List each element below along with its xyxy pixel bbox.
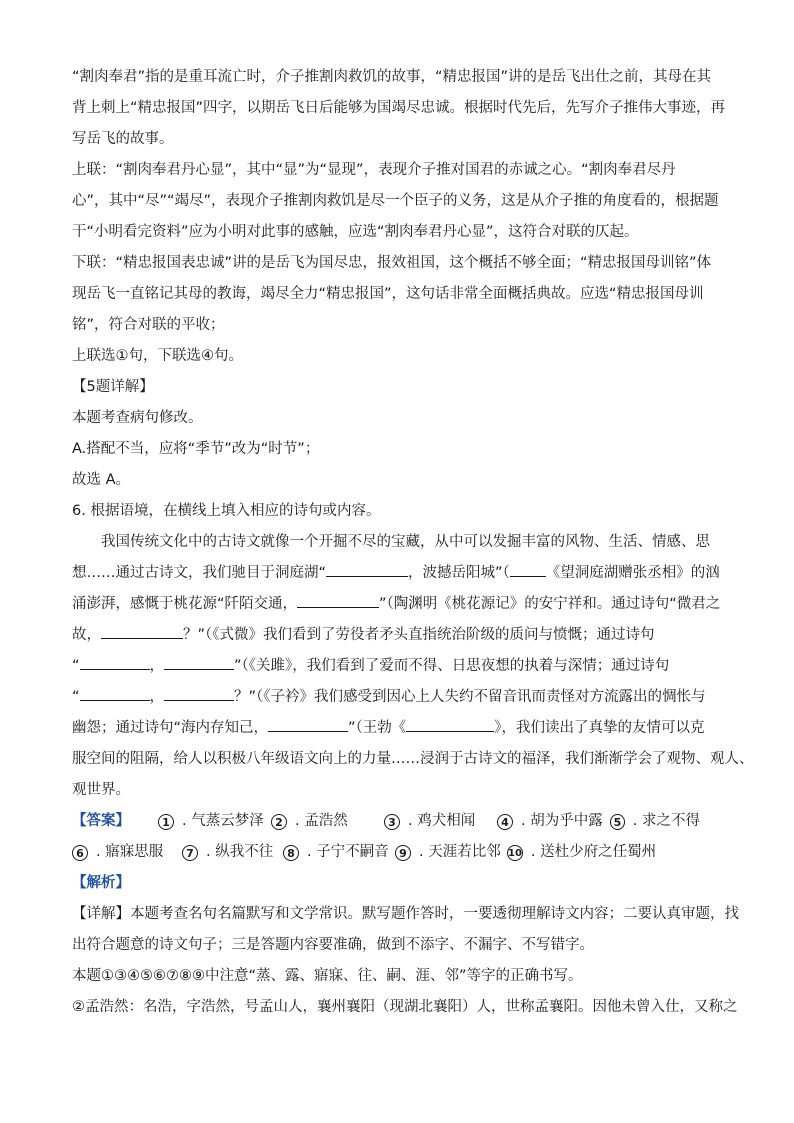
analysis-label: 【解析】 xyxy=(72,875,130,891)
document-page xyxy=(72,62,754,1023)
passage-text: 我国传统文化中的古诗文就像一个开掘不尽的宝藏，从中可以发掘丰富的风物、生活、情感、思 xyxy=(101,534,710,550)
circled-number: 7 xyxy=(182,845,198,861)
answer-blank xyxy=(80,684,150,701)
q5-line: A.搭配不当，应将“季节”改为“时节”； xyxy=(72,441,320,457)
passage-text: ”（陶渊明《桃花源记》的安宁祥和。通过诗句“微君之 xyxy=(379,596,721,612)
answer-text: . 气蒸云梦泽 xyxy=(182,813,264,829)
answer-text: . 寤寐思服 xyxy=(96,844,164,860)
passage-text: ？”（《子衿》我们感受到因心上人失约不留音讯而责怪对方流露出的惆怅与 xyxy=(234,689,706,705)
answer-text: . 纵我不往 xyxy=(206,844,274,860)
answer-blank xyxy=(297,591,379,608)
q6-passage-line xyxy=(72,620,722,651)
passage-text: 幽怨；通过诗句“海内存知己， xyxy=(72,720,269,736)
answer-text: . 鸡犬相闻 xyxy=(408,813,476,829)
circled-number: 4 xyxy=(497,814,513,830)
circled-number: 6 xyxy=(72,845,88,861)
passage-text: ”（王勃《 xyxy=(348,720,407,736)
circled-number: 1 xyxy=(158,814,174,830)
answer-item xyxy=(158,806,271,837)
q5-heading: 【5题详解】 xyxy=(72,379,154,395)
circled-number: 9 xyxy=(395,845,411,861)
q6-passage-line xyxy=(72,651,722,682)
shanglian-line: 心”，其中“尽”“竭尽”，表现介子推割肉救饥是尽一个臣子的义务，这是从介子推的角度看的，根据题 xyxy=(72,193,719,209)
q6-passage-line xyxy=(72,682,722,713)
answer-item xyxy=(507,837,657,868)
q5-line: 故选 A。 xyxy=(72,472,131,488)
passage-text: ， xyxy=(149,689,165,705)
shanglian-line: 上联：“割肉奉君丹心显”，其中“显”为“显现”，表现介子推对国君的赤诚之心。“割肉奉君尽丹 xyxy=(72,162,676,178)
q6-passage-line xyxy=(72,527,722,558)
q6-passage-line xyxy=(72,558,722,589)
passage-text: ”（《关雎》，我们看到了爱而不得、日思夜想的执着与深情；通过诗句 xyxy=(234,658,670,674)
answer-blank xyxy=(510,560,546,577)
answer-blank xyxy=(406,715,494,732)
answer-blank xyxy=(80,653,150,670)
q6-passage-line xyxy=(72,744,754,775)
xialian-line: 下联：“精忠报国表忠诚”讲的是岳飞为国尽忠，报效祖国，这个概括不够全面；“精忠报国母训铭”体 xyxy=(72,255,712,271)
answer-item xyxy=(283,837,395,868)
answer-item xyxy=(610,806,700,837)
answer-item xyxy=(384,806,497,837)
answer-item xyxy=(182,837,283,868)
passage-text: 想……通过古诗文，我们驰目于洞庭湖“ xyxy=(72,565,327,581)
circled-number: 2 xyxy=(271,814,287,830)
answer-item xyxy=(395,837,507,868)
answer-item xyxy=(497,806,610,837)
passage-text: ， xyxy=(149,658,165,674)
answer-blank xyxy=(164,684,234,701)
paragraph-line: 写岳飞的故事。 xyxy=(72,131,174,147)
answer-label: 【答案】 xyxy=(72,813,130,829)
answer-text: . 孟浩然 xyxy=(295,813,348,829)
passage-text: “ xyxy=(72,658,80,674)
answer-text: . 送杜少府之任蜀州 xyxy=(530,844,657,860)
answer-blank xyxy=(164,653,234,670)
answer-text: . 胡为乎中露 xyxy=(521,813,603,829)
q6-passage-line xyxy=(72,775,722,806)
analysis-line: ②孟浩然：名浩，字浩然，号孟山人，襄州襄阳（现湖北襄阳）人，世称孟襄阳。因他未曾入仕，又称之 xyxy=(72,999,738,1015)
q6-passage-line xyxy=(72,713,722,744)
paragraph-line: 背上刺上“精忠报国”四字，以期岳飞日后能够为国竭尽忠诚。根据时代先后，先写介子推伟大事迹，再 xyxy=(72,100,726,116)
circled-number: 10 xyxy=(507,845,523,861)
passage-text: 服空间的阻隔，给人以积极八年级语文向上的力量……浸润于古诗文的福泽，我们渐渐学会了观物、观人、 xyxy=(72,751,754,767)
xialian-line: 铭”，符合对联的平收； xyxy=(72,317,225,333)
answer-row xyxy=(72,806,722,837)
q6-title: 6. 根据语境，在横线上填入相应的诗句或内容。 xyxy=(72,503,381,519)
answer-blank xyxy=(326,560,408,577)
passage-text: ？”（《式微》我们看到了劳役者矛头直指统治阶级的质问与愤慨；通过诗句 xyxy=(183,627,655,643)
answer-item xyxy=(72,837,182,868)
answer-text: . 子宁不嗣音 xyxy=(307,844,389,860)
circled-number: 8 xyxy=(283,845,299,861)
answer-text: . 求之不得 xyxy=(632,813,700,829)
analysis-line: 出符合题意的诗文句子；三是答题内容要准确，做到不添字、不漏字、不写错字。 xyxy=(72,937,594,953)
passage-text: 故， xyxy=(72,627,101,643)
answer-blank xyxy=(268,715,348,732)
analysis-line: 本题①③④⑤⑥⑦⑧⑨中注意“蒸、露、寤寐、往、嗣、涯、邻”等字的正确书写。 xyxy=(72,968,583,984)
circled-number: 5 xyxy=(610,814,625,830)
passage-text: 》，我们读出了真挚的友情可以克 xyxy=(494,720,705,736)
passage-text: ，波撼岳阳城”（ xyxy=(408,565,510,581)
answer-blank xyxy=(101,622,183,639)
answer-text: . 天涯若比邻 xyxy=(419,844,501,860)
shanglian-line: 干“小明看完资料”应为小明对此事的感触，应选“割肉奉君丹心显”，这符合对联的仄起。 xyxy=(72,224,639,240)
passage-text: “ xyxy=(72,689,80,705)
analysis-line: 【详解】本题考查名句名篇默写和文学常识。默写题作答时，一要透彻理解诗文内容；二要认真审题，找 xyxy=(72,906,739,922)
passage-text: 涌澎湃，感慨于桃花源“阡陌交通， xyxy=(72,596,298,612)
passage-text: 《望洞庭湖赠张丞相》的汹 xyxy=(545,565,720,581)
xialian-line: 现岳飞一直铭记其母的教诲，竭尽全力“精忠报国”，这句话非常全面概括典故。应选“精忠报国母训 xyxy=(72,286,704,302)
answer-row xyxy=(72,837,722,868)
passage-text: 观世界。 xyxy=(72,782,130,798)
answer-item xyxy=(271,806,384,837)
q5-line: 本题考查病句修改。 xyxy=(72,410,203,426)
q6-passage-line xyxy=(72,589,722,620)
circled-number: 3 xyxy=(384,814,400,830)
conclusion-line: 上联选①句，下联选④句。 xyxy=(72,348,243,364)
paragraph-line: “割肉奉君”指的是重耳流亡时，介子推割肉救饥的故事，“精忠报国”讲的是岳飞出仕之前，其母在其 xyxy=(72,69,712,85)
